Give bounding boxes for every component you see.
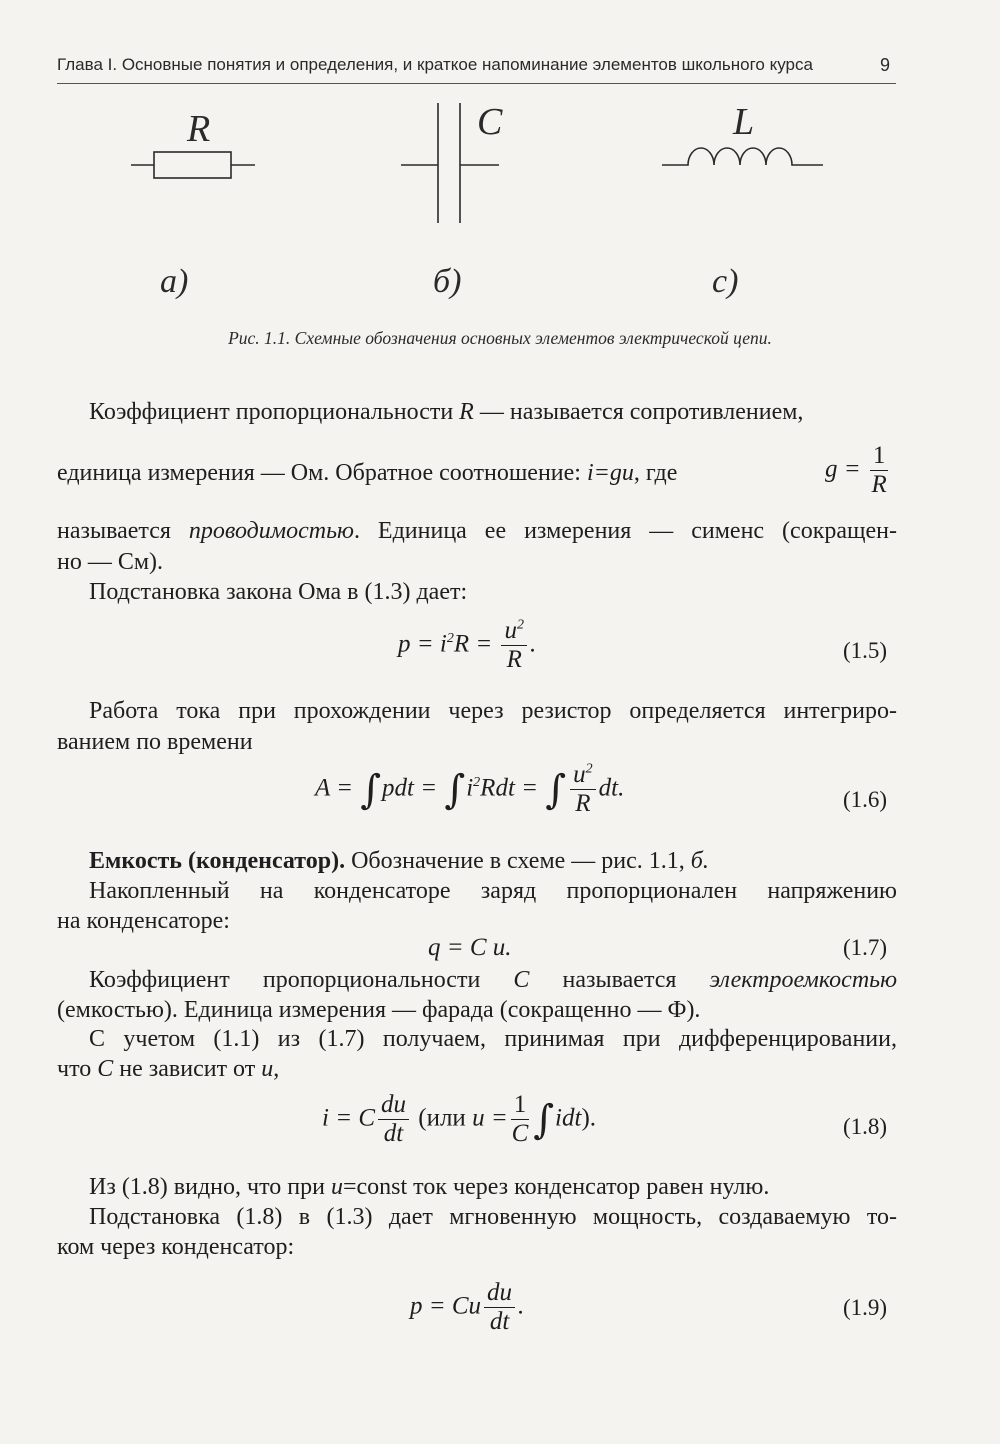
figure-1-1 xyxy=(0,95,1000,325)
equation-1-9: p = Cu $\frac{du}{dt}$ . xyxy=(410,1279,525,1336)
resistor-label: R xyxy=(187,108,211,150)
paragraph-line: ванием по времени xyxy=(57,729,253,755)
sublabel-b: б) xyxy=(433,263,462,300)
running-header: Глава I. Основные понятия и определения, и краткое напоминание элементов школьного курса xyxy=(57,55,813,74)
equation-number: (1.7) xyxy=(843,935,888,960)
paragraph-line: единица измерения — Ом. Обратное соотношение: i=gu, где g = $\frac{1}{R}$ xyxy=(57,442,887,499)
equation-number: (1.8) xyxy=(843,1114,888,1139)
paragraph-line: Емкость (конденсатор). Обозначение в схеме — рис. 1.1, б. xyxy=(89,848,709,874)
equation-1-8: i = C $\frac{du}{dt}$ (или u = $\frac{1}{C}$ ∫idt). xyxy=(322,1091,597,1148)
equation-number: (1.6) xyxy=(843,787,888,812)
paragraph-line: (емкостью). Единица измерения — фарада (сокращенно — Ф). xyxy=(57,997,701,1023)
paragraph-line: Накопленный на конденсаторе заряд пропорционален напряжению xyxy=(89,878,897,904)
paragraph-line: Работа тока при прохождении через резистор определяется интегриро- xyxy=(89,698,897,724)
paragraph-line: но — См). xyxy=(57,549,164,575)
equation-1-5: $p = i^2R$ = $\frac{u^2}{R}$ . xyxy=(398,617,537,674)
paragraph-line: С учетом (1.1) из (1.7) получаем, принимая при дифференцировании, xyxy=(89,1026,897,1052)
capacitor-label: C xyxy=(477,101,503,143)
figure-caption: Рис. 1.1. Схемные обозначения основных элементов электрической цепи. xyxy=(228,328,772,348)
equation-number: (1.9) xyxy=(843,1295,888,1320)
equation-number: (1.5) xyxy=(843,638,888,663)
page-number: 9 xyxy=(880,55,891,75)
equation-1-7: q = C u. xyxy=(428,934,512,961)
inductor-symbol xyxy=(662,148,823,165)
paragraph-line: на конденсаторе: xyxy=(57,908,230,934)
sublabel-c: c) xyxy=(712,263,739,300)
inductor-label: L xyxy=(733,101,755,143)
sublabel-a: a) xyxy=(160,263,189,300)
paragraph-line: что C не зависит от u, xyxy=(57,1056,280,1082)
paragraph-line: Подстановка закона Ома в (1.3) дает: xyxy=(89,579,468,605)
paragraph-line: Коэффициент пропорциональности C называется электроемкостью xyxy=(89,967,897,993)
paragraph-line: Из (1.8) видно, что при u=const ток через конденсатор равен нулю. xyxy=(89,1174,770,1200)
equation-1-6: $A = \int pdt = \int i^2Rdt$ = ∫ $\frac{u^2}{R}$ dt. xyxy=(315,761,625,818)
paragraph-line: Коэффициент пропорциональности R — называется сопротивлением, xyxy=(89,399,804,425)
resistor-symbol xyxy=(131,152,255,178)
header-rule xyxy=(57,83,896,84)
paragraph-line: ком через конденсатор: xyxy=(57,1234,295,1260)
paragraph-line: Подстановка (1.8) в (1.3) дает мгновенную мощность, создаваемую то- xyxy=(89,1204,897,1230)
paragraph-line: называется проводимостью. Единица ее измерения — сименс (сокращен- xyxy=(57,518,897,544)
